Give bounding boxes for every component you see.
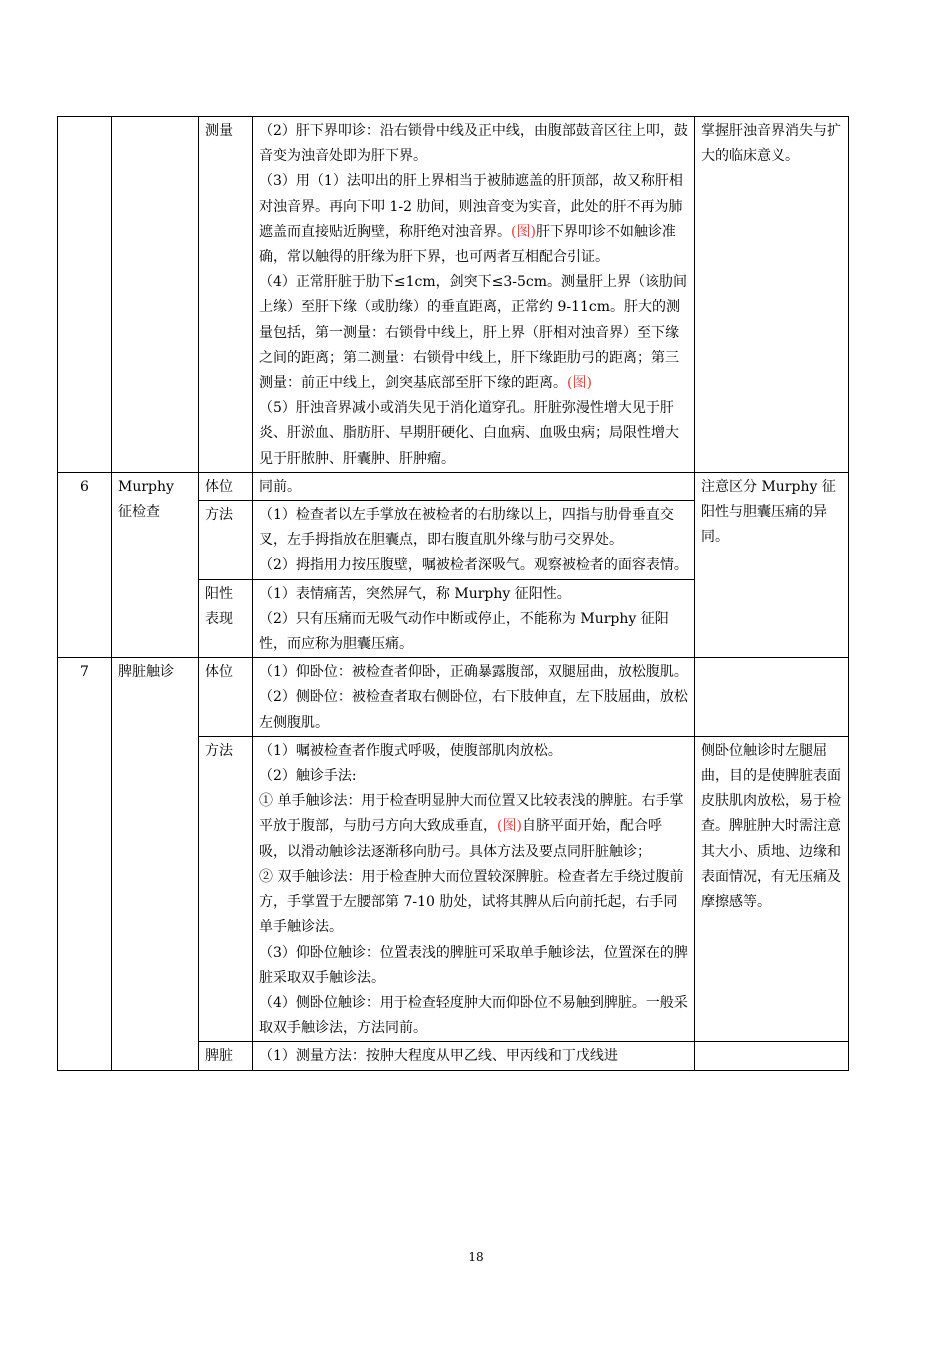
item-cell [112, 117, 199, 473]
content-cell: （1）嘱被检查者作腹式呼吸，使腹部肌肉放松。 （2）触诊手法: ① 单手触诊法：用于检查明显肿大而位置又比较表浅的脾脏。右手掌平放于腹部，与肋弓方向大致成垂直，(图)自脐平面开始，配合呼吸，以滑动触诊法逐渐移向肋弓。具体方法及要点同肝脏触诊； ② 双手触诊法：用于检查肿大而位置较深脾脏。检查者左手绕过腹前方，手掌置于左腰部第 7-10 肋处，试将其脾从后向前托起，右手同单手触诊法。 （3）仰卧位触诊：位置表浅的脾脏可采取单手触诊法，位置深在的脾脏采取双手触诊法。 （4）侧卧位触诊：用于检查轻度肿大而仰卧位不易触到脾脏。一般采取双手触诊法，方法同前。 [253, 736, 695, 1041]
page-number: 18 [468, 1250, 484, 1264]
exam-procedure-table [57, 116, 849, 1071]
number-cell [58, 117, 112, 473]
item-cell: Murphy 征检查 [112, 472, 199, 657]
number-cell: 6 [58, 472, 112, 657]
table-row-spleen-position [58, 658, 849, 737]
sub-item-cell: 方法 [199, 736, 253, 1041]
figure-ref: (图) [497, 818, 522, 835]
content-cell [253, 117, 695, 473]
table-row-liver-measure [58, 117, 849, 473]
note-cell [695, 658, 849, 737]
content-cell: （1）检查者以左手掌放在被检者的右肋缘以上，四指与肋骨垂直交叉，左手拇指放在胆囊点，即右腹直肌外缘与肋弓交界处。 （2）拇指用力按压腹壁，嘱被检者深吸气。观察被检者的面容表情。 [253, 501, 695, 580]
measure-line-4: （4）正常肝脏于肋下≤1cm，剑突下≤3-5cm。测量肝上界（该肋间上缘）至肝下缘（或肋缘）的垂直距离，正常约 9-11cm。肝大的测量包括，第一测量：右锁骨中线上，肝上界（肝相对浊音界）至下缘之间的距离；第二测量：右锁骨中线上，肝下缘距肋弓的距离；第三测量：前正中线上，剑突基底部至肝下缘的距离。(图) [259, 274, 688, 392]
content-cell: （1）表情痛苦，突然屏气，称 Murphy 征阳性。 （2）只有压痛而无吸气动作中断或停止，不能称为 Murphy 征阳性，而应称为胆囊压痛。 [253, 579, 695, 658]
measure-line-5: （5）肝浊音界减小或消失见于消化道穿孔。肝脏弥漫性增大见于肝炎、肝淤血、脂肪肝、早期肝硬化、白血病、血吸虫病；局限性增大见于肝脓肿、肝囊肿、肝肿瘤。 [259, 400, 679, 467]
sub-item-cell: 方法 [199, 501, 253, 580]
number-cell: 7 [58, 658, 112, 1070]
item-cell: 脾脏触诊 [112, 658, 199, 1070]
figure-ref: (图) [567, 375, 592, 392]
note-cell: 注意区分 Murphy 征阳性与胆囊压痛的异同。 [695, 472, 849, 657]
content-cell: （1）测量方法：按肿大程度从甲乙线、甲丙线和丁戊线进 [253, 1042, 695, 1070]
sub-item-cell: 阳性表现 [199, 579, 253, 658]
note-cell: 侧卧位触诊时左腿屈曲，目的是使脾脏表面皮肤肌肉放松，易于检查。脾脏肿大时需注意其大小、质地、边缘和表面情况，有无压痛及摩擦感等。 [695, 736, 849, 1041]
measure-line-2: （2）肝下界叩诊：沿右锁骨中线及正中线，由腹部鼓音区往上叩，鼓音变为浊音处即为肝下界。 [259, 123, 688, 165]
note-cell [695, 1042, 849, 1070]
sub-item-cell: 测量 [199, 117, 253, 473]
content-cell: 同前。 [253, 472, 695, 500]
table-row-murphy-position [58, 472, 849, 500]
figure-ref: (图) [511, 223, 536, 240]
note-cell: 掌握肝浊音界消失与扩大的临床意义。 [695, 117, 849, 473]
sub-item-cell: 脾脏 [199, 1042, 253, 1070]
measure-line-3: （3）用（1）法叩出的肝上界相当于被肺遮盖的肝顶部，故又称肝相对浊音界。再向下叩 1-2 肋间，则浊音变为实音，此处的肝不再为肺遮盖而直接贴近胸壁，称肝绝对浊音界。(图)肝下界叩诊不如触诊准确，常以触得的肝缘为肝下界，也可两者互相配合引证。 [259, 173, 683, 266]
sub-item-cell: 体位 [199, 472, 253, 500]
content-cell: （1）仰卧位：被检查者仰卧，正确暴露腹部，双腿屈曲，放松腹肌。 （2）侧卧位：被检查者取右侧卧位，右下肢伸直，左下肢屈曲，放松左侧腹肌。 [253, 658, 695, 737]
sub-item-cell: 体位 [199, 658, 253, 737]
